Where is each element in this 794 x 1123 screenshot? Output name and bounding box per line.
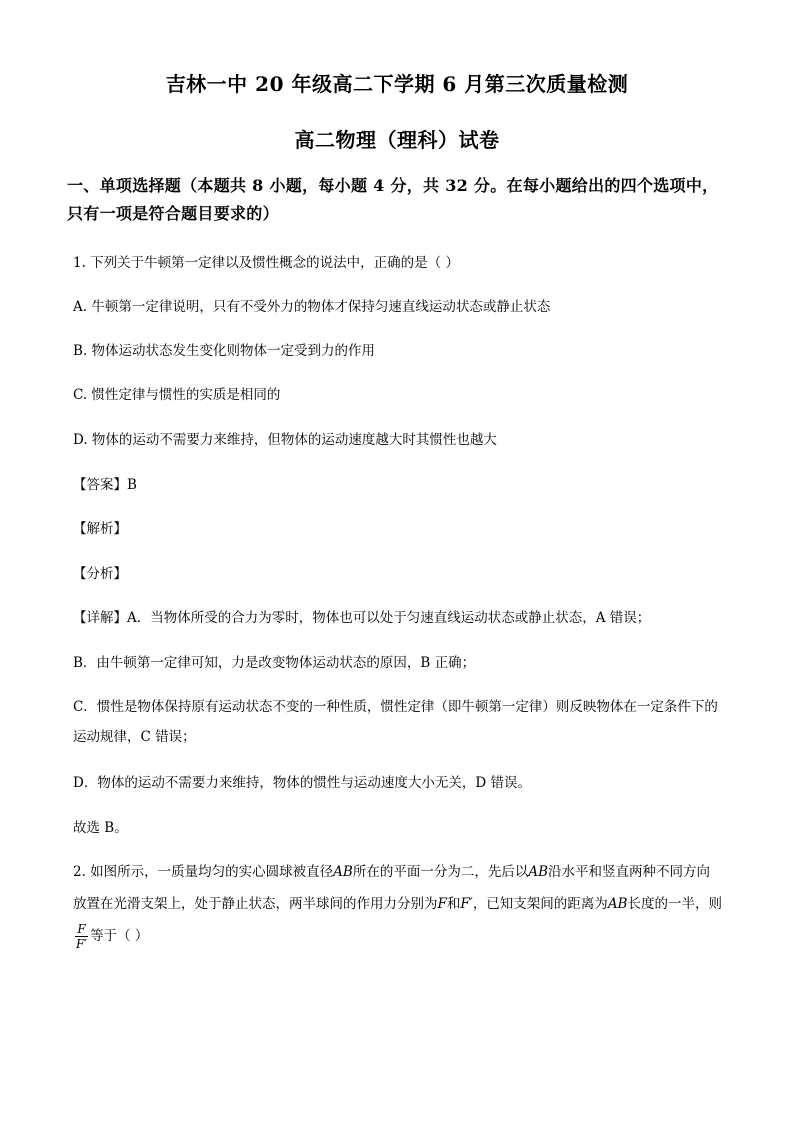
conclusion: 故选 B。 (73, 820, 128, 836)
q2-text-3: 沿水平和竖直两种不同方向放置在光滑支架上，处于静止状态，两半球间的作用力分别为 (73, 864, 711, 912)
q2-text-2: 所在的平面一分为二，先后以 (352, 864, 529, 880)
exam-title: 吉林一中 20 年级高二下学期 6 月第三次质量检测 (165, 72, 629, 96)
question-2-stem (73, 856, 723, 952)
question-1-option-c: C. 惯性定律与惯性的实质是相同的 (73, 387, 281, 403)
q2-text-1: 2. 如图所示，一质量均匀的实心圆球被直径 (73, 864, 334, 880)
detail-b: B．由牛顿第一定律可知，力是改变物体运动状态的原因，B 正确； (73, 655, 476, 671)
detail-a: 【详解】A．当物体所受的合力为零时，物体也可以处于匀速直线运动状态或静止状态，A 错误； (73, 610, 651, 626)
q2-fraction-numerator: F (75, 922, 88, 937)
section-heading: 一、单项选择题（本题共 8 小题，每小题 4 分，共 32 分。在每小题给出的四个选项中，只有一项是符合题目要求的） (67, 176, 719, 223)
question-1-stem: 1. 下列关于牛顿第一定律以及惯性概念的说法中，正确的是（ ） (73, 255, 459, 271)
analysis-label: 【解析】 (73, 521, 127, 537)
question-1-option-d: D. 物体的运动不需要力来维持，但物体的运动速度越大时其惯性也越大 (73, 432, 497, 448)
q2-ab-1: AB (333, 864, 353, 880)
q2-fraction (75, 922, 88, 951)
detail-c: C．惯性是物体保持原有运动状态不变的一种性质，惯性定律（即牛顿第一定律）则反映物体在一定条件下的运动规律，C 错误； (73, 699, 718, 745)
answer-label: 【答案】B (73, 477, 137, 493)
q2-text-5: ，已知支架间的距离为 (472, 896, 608, 912)
q2-text-6: 长度的一半，则 (627, 896, 722, 912)
question-1-option-a: A. 牛顿第一定律说明，只有不受外力的物体才保持匀速直线运动状态或静止状态 (73, 299, 551, 315)
q2-ab-3: AB (607, 896, 628, 912)
exam-subtitle: 高二物理（理科）试卷 (294, 128, 500, 152)
detail-d: D．物体的运动不需要力来维持，物体的惯性与运动速度大小无关，D 错误。 (73, 775, 531, 791)
question-1-option-b: B. 物体运动状态发生变化则物体一定受到力的作用 (73, 343, 376, 359)
q2-text-4: 和 (446, 896, 461, 912)
q2-text-7: 等于（ ） (90, 928, 149, 944)
q2-f: F (437, 896, 447, 912)
fenxi-label: 【分析】 (73, 566, 127, 582)
q2-ab-2: AB (528, 864, 549, 880)
q2-fraction-denominator: F′ (76, 937, 88, 951)
q2-f-prime: F′ (460, 896, 473, 912)
